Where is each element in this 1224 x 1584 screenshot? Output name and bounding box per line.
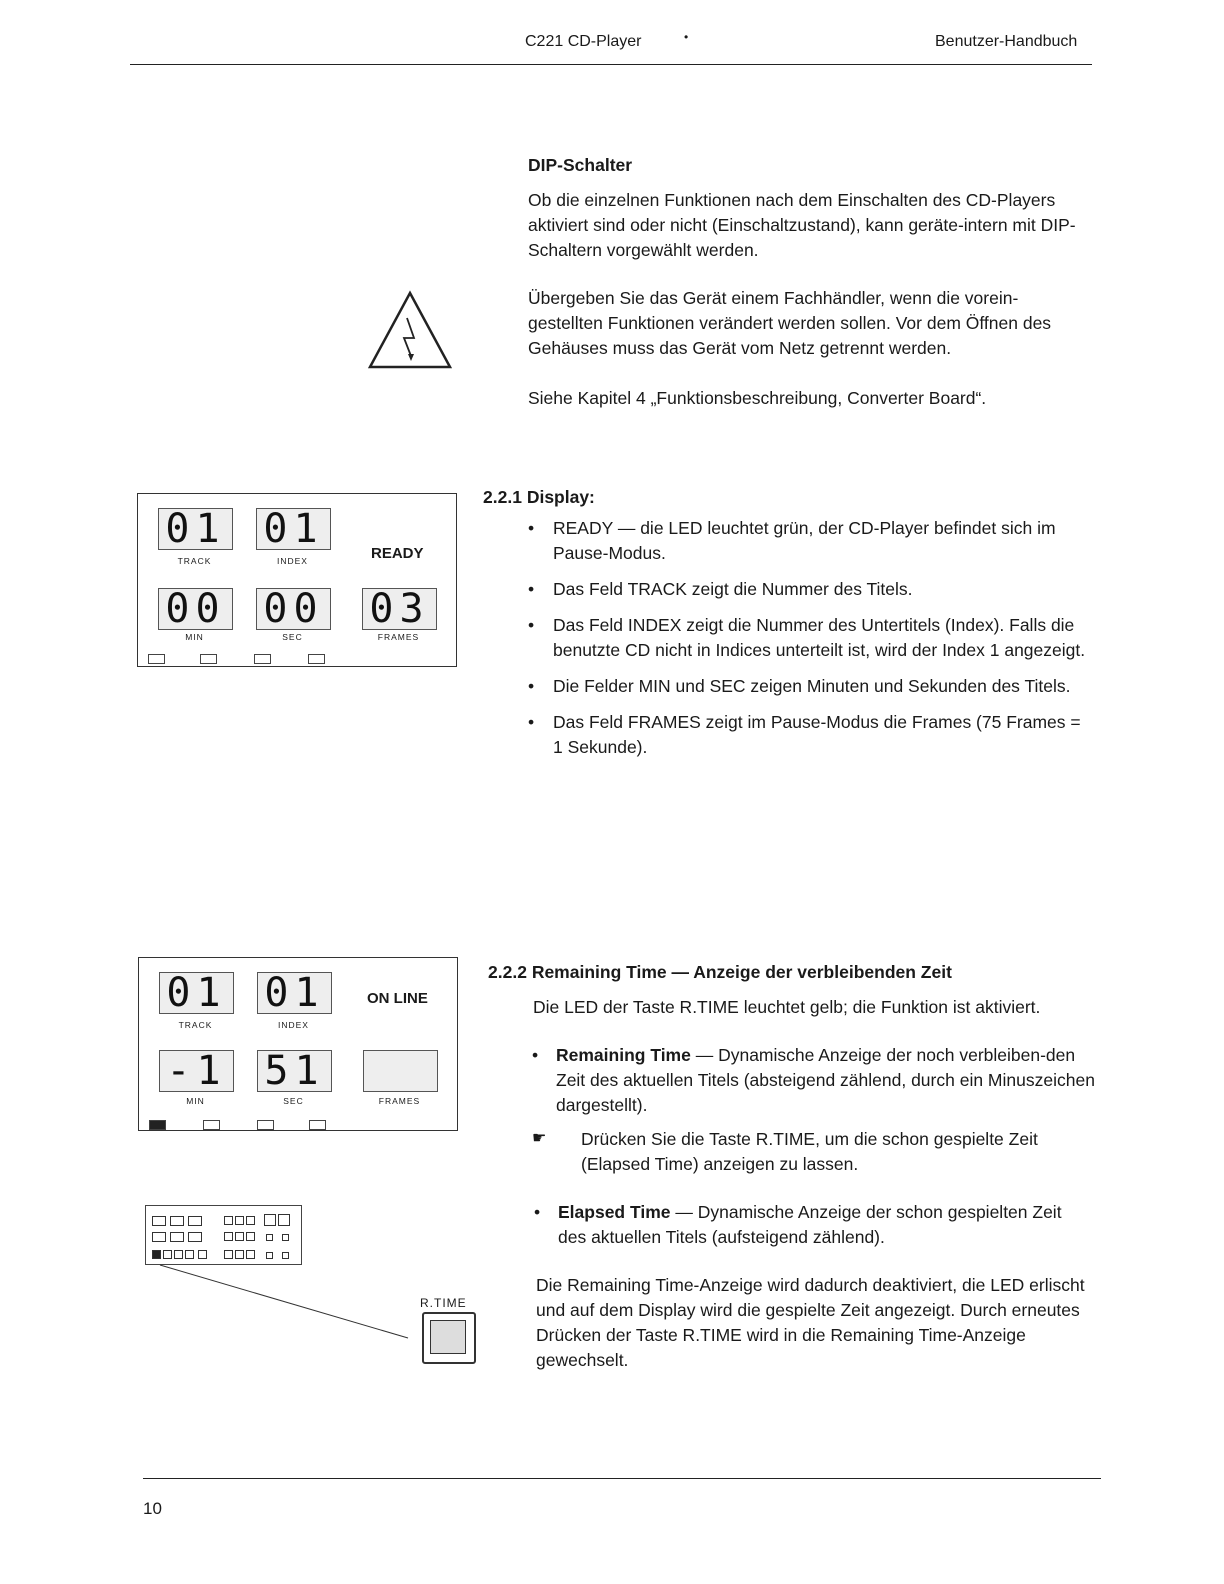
dip-paragraph-2: Übergeben Sie das Gerät einem Fachhändler, wenn die vorein-gestellten Funktionen verändert werden sollen. Vor dem Öffnen des Gehäuses muss das Gerät vom Netz getrennt werden. xyxy=(528,288,1052,358)
bullet: • xyxy=(534,1202,541,1222)
footer-rule xyxy=(143,1478,1101,1479)
rtime-label: R.TIME xyxy=(420,1296,467,1310)
rtime-button[interactable] xyxy=(422,1312,476,1364)
hint-text: Drücken Sie die Taste R.TIME, um die schon gespielte Zeit (Elapsed Time) anzeigen zu lassen. xyxy=(581,1129,1038,1174)
sec-display: 00 xyxy=(256,588,331,630)
section-number: 2.2.1 xyxy=(483,487,522,507)
led-indicator xyxy=(148,654,165,664)
min-display: -1 xyxy=(159,1050,234,1092)
bullet: • xyxy=(532,1045,539,1065)
min-label: MIN xyxy=(185,632,204,642)
sec-label: SEC xyxy=(282,632,303,642)
front-panel-illustration xyxy=(145,1205,302,1265)
list-item-elapsed: • Elapsed Time — Dynamische Anzeige der schon gespielten Zeit des aktuellen Titels (aufsteigend zählend). xyxy=(534,1202,1062,1247)
list-item: • READY — die LED leuchtet grün, der CD-Player befindet sich im Pause-Modus. xyxy=(528,518,1056,563)
min-display: 00 xyxy=(158,588,233,630)
track-label: TRACK xyxy=(178,1020,213,1030)
remaining-section-heading xyxy=(488,962,952,983)
led-indicator-active xyxy=(149,1120,166,1130)
frames-label: FRAMES xyxy=(377,632,420,642)
remaining-intro: Die LED der Taste R.TIME leuchtet gelb; die Funktion ist aktiviert. xyxy=(533,997,1041,1017)
pointer-line xyxy=(150,1260,420,1350)
header-rule xyxy=(130,64,1092,65)
section-number: 2.2.2 xyxy=(488,962,527,982)
sec-display: 51 xyxy=(257,1050,332,1092)
page-number: 10 xyxy=(143,1499,162,1518)
led-indicator xyxy=(200,654,217,664)
led-indicator xyxy=(203,1120,220,1130)
index-label: INDEX xyxy=(278,1020,309,1030)
list-item: • Das Feld TRACK zeigt die Nummer des Titels. xyxy=(528,579,913,599)
high-voltage-warning-icon xyxy=(367,290,453,370)
track-display: 01 xyxy=(158,508,233,550)
led-indicator xyxy=(254,654,271,664)
sec-label: SEC xyxy=(283,1096,304,1106)
track-label: TRACK xyxy=(177,556,212,566)
led-indicator xyxy=(308,654,325,664)
list-item: • Das Feld INDEX zeigt die Nummer des Untertitels (Index). Falls die benutzte CD nicht in Indices unterteilt ist, wird der Index 1 angezeigt. xyxy=(528,615,1086,660)
frames-label: FRAMES xyxy=(378,1096,421,1106)
header-right: Benutzer-Handbuch xyxy=(935,33,1078,50)
min-label: MIN xyxy=(186,1096,205,1106)
display-bullet-list xyxy=(528,516,1093,771)
track-display: 01 xyxy=(159,972,234,1014)
index-label: INDEX xyxy=(277,556,308,566)
remaining-outro: Die Remaining Time-Anzeige wird dadurch deaktiviert, die LED erlischt und auf dem Display wird die gespielte Zeit angezeigt. Durch erneutes Drücken der Taste R.TIME wird in die Remaining Time-Anzeige gewechselt. xyxy=(536,1275,1085,1370)
display-section-heading xyxy=(483,487,595,508)
list-item-remaining: • Remaining Time — Dynamische Anzeige der noch verbleiben-den Zeit des aktuellen Titels (absteigend zählend, durch ein Minuszeichen dargestellt). xyxy=(532,1045,1095,1115)
frames-display xyxy=(363,1050,438,1092)
index-display: 01 xyxy=(256,508,331,550)
ready-status: READY xyxy=(371,545,424,562)
display-panel-ready xyxy=(137,493,457,667)
display-panel-online xyxy=(138,957,458,1131)
online-status: ON LINE xyxy=(367,990,428,1007)
dip-heading: DIP-Schalter xyxy=(528,155,633,175)
frames-display: 03 xyxy=(362,588,437,630)
section-title: Remaining Time — Anzeige der verbleibenden Zeit xyxy=(531,962,952,982)
header-title: C221 CD-Player xyxy=(525,33,642,50)
dip-paragraph-3: Siehe Kapitel 4 „Funktionsbeschreibung, Converter Board“. xyxy=(528,388,987,408)
header-marker: • xyxy=(684,30,689,44)
led-indicator xyxy=(257,1120,274,1130)
list-item: • Die Felder MIN und SEC zeigen Minuten und Sekunden des Titels. xyxy=(528,676,1071,696)
section-title: Display: xyxy=(526,487,595,507)
led-indicator xyxy=(309,1120,326,1130)
dip-paragraph-1: Ob die einzelnen Funktionen nach dem Einschalten des CD-Players aktiviert sind oder nicht (Einschaltzustand), kann geräte-intern mit DIP-Schaltern vorgewählt werden. xyxy=(528,190,1076,260)
index-display: 01 xyxy=(257,972,332,1014)
list-item: • Das Feld FRAMES zeigt im Pause-Modus die Frames (75 Frames = 1 Sekunde). xyxy=(528,712,1081,757)
hand-pointer-icon: ☛ xyxy=(532,1130,547,1147)
